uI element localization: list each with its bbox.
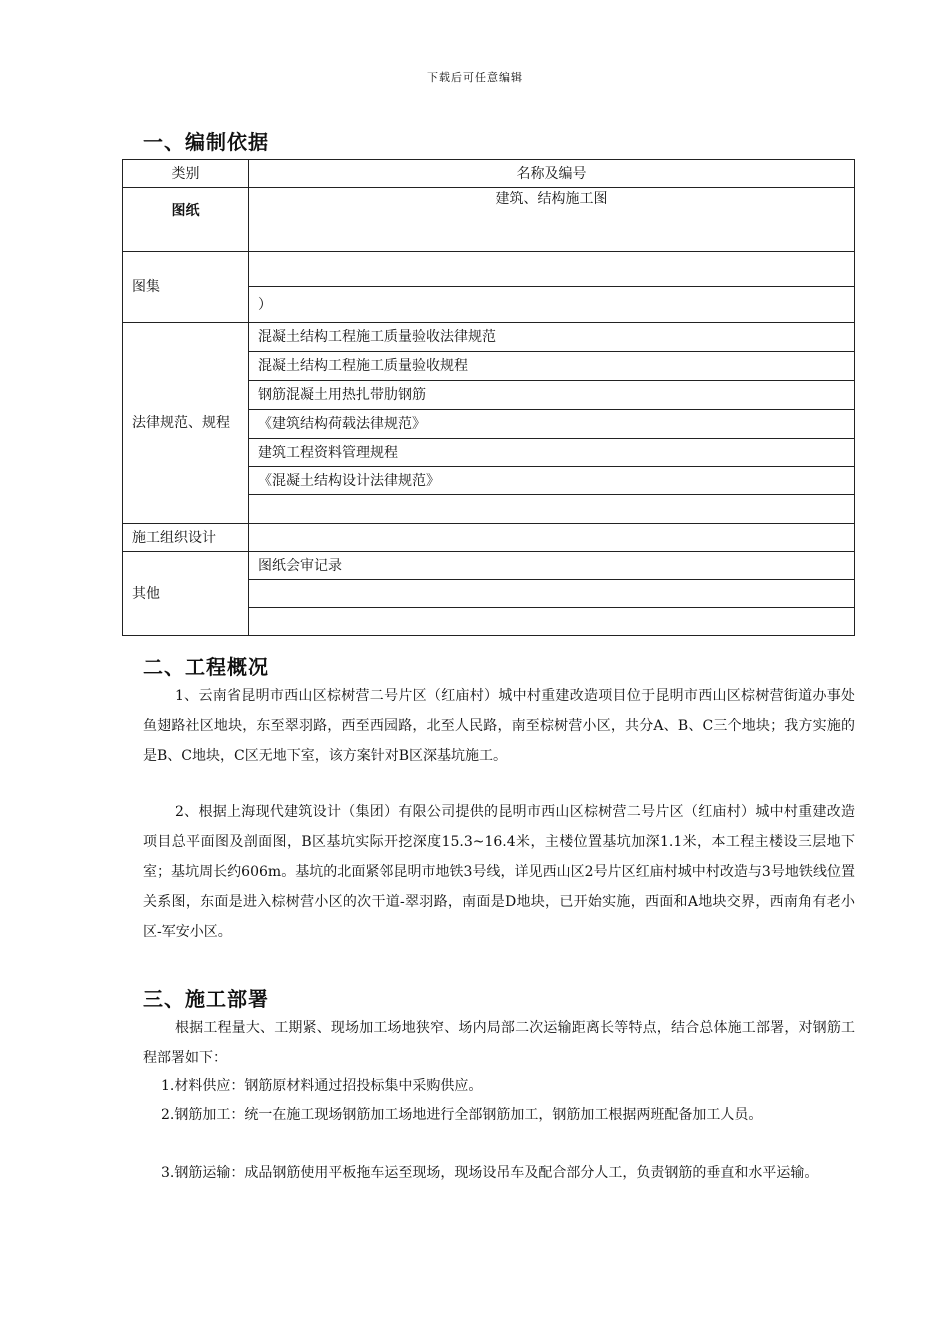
section-title-deployment: 三、施工部署 [143,987,269,1011]
table-row [123,323,855,352]
table-row [123,552,855,580]
table-row [123,252,855,287]
cell-other-2 [249,608,855,636]
page-header-note: 下载后可任意编辑 [427,71,523,84]
cell-codes-5: 《混凝土结构设计法律规范》 [249,467,855,495]
table-header-row [123,160,855,188]
cell-org-design-0 [249,524,855,552]
cell-other-1 [249,580,855,608]
category-drawings: 图纸 [123,188,249,252]
cell-codes-1: 混凝土结构工程施工质量验收规程 [249,352,855,381]
cell-codes-4: 建筑工程资料管理规程 [249,439,855,467]
deployment-item-3: 3.钢筋运输：成品钢筋使用平板拖车运至现场，现场设吊车及配合部分人工，负责钢筋的垂直和水平运输。 [161,1165,819,1181]
cell-atlas-0 [249,252,855,287]
category-atlas: 图集 [123,252,249,323]
deployment-intro: 根据工程量大、工期紧、现场加工场地狭窄、场内局部二次运输距离长等特点，结合总体施工部署，对钢筋工程部署如下： [143,1020,855,1066]
table-row [123,524,855,552]
deployment-item-1: 1.材料供应：钢筋原材料通过招投标集中采购供应。 [161,1078,483,1094]
section-title-basis: 一、编制依据 [143,130,269,154]
cell-atlas-1: ） [249,287,855,323]
cell-codes-6 [249,495,855,524]
column-header-name: 名称及编号 [249,160,855,188]
category-other: 其他 [123,552,249,636]
cell-other-0: 图纸会审记录 [249,552,855,580]
overview-paragraph-1: 1、云南省昆明市西山区棕树营二号片区（红庙村）城中村重建改造项目位于昆明市西山区棕树营街道办事处鱼翅路社区地块，东至翠羽路，西至西园路，北至人民路，南至棕树营小区，共分A、B、C三个地块；我方实施的是B、C地块，C区无地下室，该方案针对B区深基坑施工。 [143,688,855,764]
basis-table [122,159,855,636]
section-title-overview: 二、工程概况 [143,655,269,679]
overview-paragraph-2: 2、根据上海现代建筑设计（集团）有限公司提供的昆明市西山区棕树营二号片区（红庙村）城中村重建改造项目总平面图及剖面图，B区基坑实际开挖深度15.3~16.4米，主楼位置基坑加深1.1米，本工程主楼设三层地下室；基坑周长约606m。基坑的北面紧邻昆明市地铁3号线，详见西山区2号片区红庙村城中村改造与3号地铁线位置关系图，东面是进入棕树营小区的次干道-翠羽路，南面是D地块，已开始实施，西面和A地块交界，西南角有老小区-军安小区。 [143,804,855,940]
column-header-category: 类别 [123,160,249,188]
table-row [123,188,855,252]
category-codes: 法律规范、规程 [123,323,249,524]
cell-codes-3: 《建筑结构荷载法律规范》 [249,410,855,439]
cell-codes-0: 混凝土结构工程施工质量验收法律规范 [249,323,855,352]
cell-drawings-0: 建筑、结构施工图 [249,188,855,252]
cell-codes-2: 钢筋混凝土用热扎带肋钢筋 [249,381,855,410]
category-org-design: 施工组织设计 [123,524,249,552]
deployment-item-2: 2.钢筋加工：统一在施工现场钢筋加工场地进行全部钢筋加工，钢筋加工根据两班配备加工人员。 [161,1107,763,1123]
